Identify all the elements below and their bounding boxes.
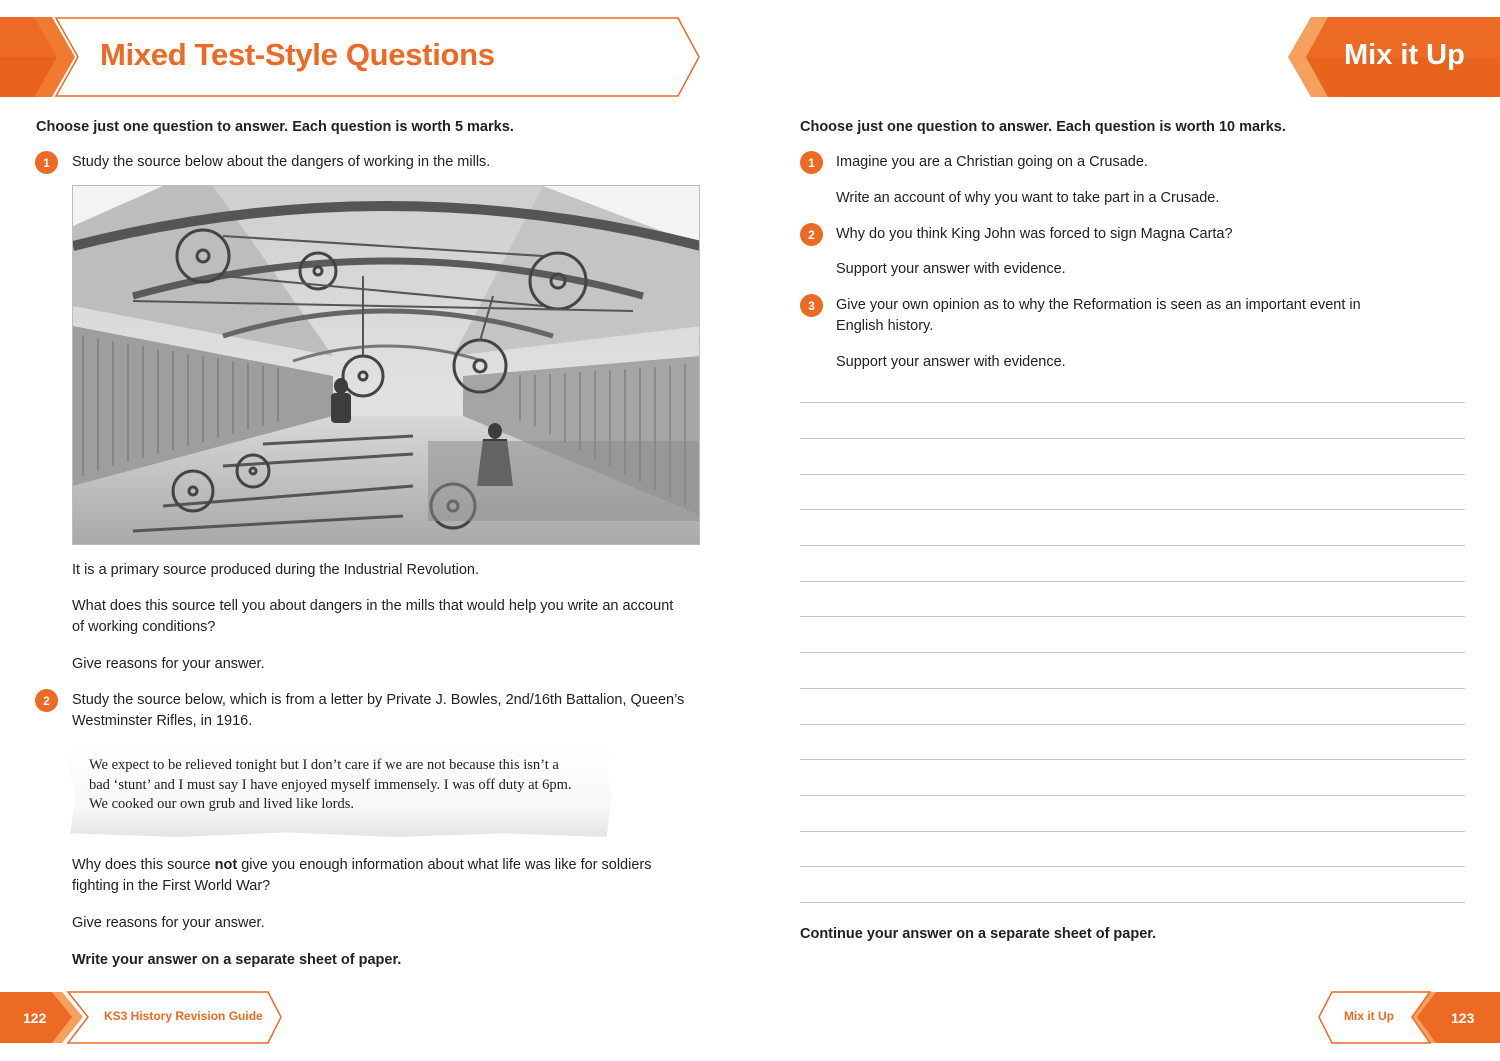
footer-left (0, 990, 285, 1045)
answer-line (800, 866, 1465, 867)
right-instruction: Choose just one question to answer. Each question is worth 10 marks. (800, 119, 1286, 135)
letter-quote-line: We expect to be relieved tonight but I don’t care if we are not because this isn’t a (89, 757, 559, 773)
answer-line (800, 831, 1465, 832)
question-number-badge: 2 (35, 689, 58, 712)
answer-line (800, 795, 1465, 796)
question-number-badge: 1 (800, 151, 823, 174)
question-2-prompt-line-2: Westminster Rifles, in 1916. (72, 713, 253, 729)
question-number-badge: 1 (35, 151, 58, 174)
question-2-reasons: Give reasons for your answer. (72, 915, 265, 931)
question-2-prompt-line-1: Study the source below, which is from a letter by Private J. Bowles, 2nd/16th Battalion, Queen’s (72, 692, 685, 708)
answer-line (800, 545, 1465, 546)
question-number-badge: 2 (800, 223, 823, 246)
page-number-left: 122 (23, 1010, 47, 1026)
section-footer-label: Mix it Up (1344, 1009, 1394, 1023)
section-tab-label: Mix it Up (1344, 39, 1465, 71)
answer-line (800, 474, 1465, 475)
question-1-text-line-1: What does this source tell you about dangers in the mills that would help you write an account (72, 598, 674, 614)
letter-quote-line: We cooked our own grub and lived like lords. (89, 796, 355, 812)
mill-source-image (72, 185, 700, 545)
right-question-3-line-1b: English history. (836, 318, 934, 334)
question-2-text-line-1 (72, 855, 652, 876)
right-closing-instruction: Continue your answer on a separate sheet of paper. (800, 926, 1157, 942)
question-number-badge: 3 (800, 294, 823, 317)
answer-line (800, 509, 1465, 510)
answer-line (800, 402, 1465, 403)
mill-engraving-illustration (73, 186, 700, 545)
section-tab (1288, 17, 1500, 97)
title-banner (0, 17, 702, 97)
answer-line (800, 438, 1465, 439)
right-question-2-line-1: Why do you think King John was forced to sign Magna Carta? (836, 226, 1233, 242)
answer-line (800, 581, 1465, 582)
question-1-reasons: Give reasons for your answer. (72, 656, 265, 672)
answer-line (800, 724, 1465, 725)
right-question-3-line-1: Give your own opinion as to why the Reformation is seen as an important event in (836, 297, 1361, 313)
page-number-right: 123 (1451, 1010, 1475, 1026)
footer-right (1318, 990, 1500, 1045)
answer-line (800, 759, 1465, 760)
left-closing-instruction: Write your answer on a separate sheet of paper. (72, 952, 402, 968)
letter-quote-line: bad ‘stunt’ and I must say I have enjoyed myself immensely. I was off duty at 6pm. (89, 776, 572, 793)
question-2-text-post: give you enough information about what life was like for soldiers (237, 857, 652, 873)
answer-line (800, 652, 1465, 653)
question-2-text-emphasis: not (214, 857, 238, 873)
question-2-text-line-2: fighting in the First World War? (72, 878, 271, 894)
page-title: Mixed Test-Style Questions (100, 37, 495, 72)
right-question-3-line-2: Support your answer with evidence. (836, 354, 1066, 370)
left-instruction: Choose just one question to answer. Each question is worth 5 marks. (36, 119, 514, 135)
source-caption: It is a primary source produced during the Industrial Revolution. (72, 562, 480, 578)
question-1-prompt: Study the source below about the dangers of working in the mills. (72, 154, 491, 170)
right-question-1-line-2: Write an account of why you want to take part in a Crusade. (836, 190, 1220, 206)
answer-line (800, 902, 1465, 903)
letter-quote (89, 756, 594, 815)
question-2-text-pre: Why does this source (72, 857, 215, 873)
question-1-text-line-2: of working conditions? (72, 619, 216, 635)
right-question-1-line-1: Imagine you are a Christian going on a Crusade. (836, 154, 1148, 170)
answer-line (800, 688, 1465, 689)
answer-line (800, 616, 1465, 617)
right-question-2-line-2: Support your answer with evidence. (836, 261, 1066, 277)
book-title-label: KS3 History Revision Guide (104, 1009, 263, 1023)
